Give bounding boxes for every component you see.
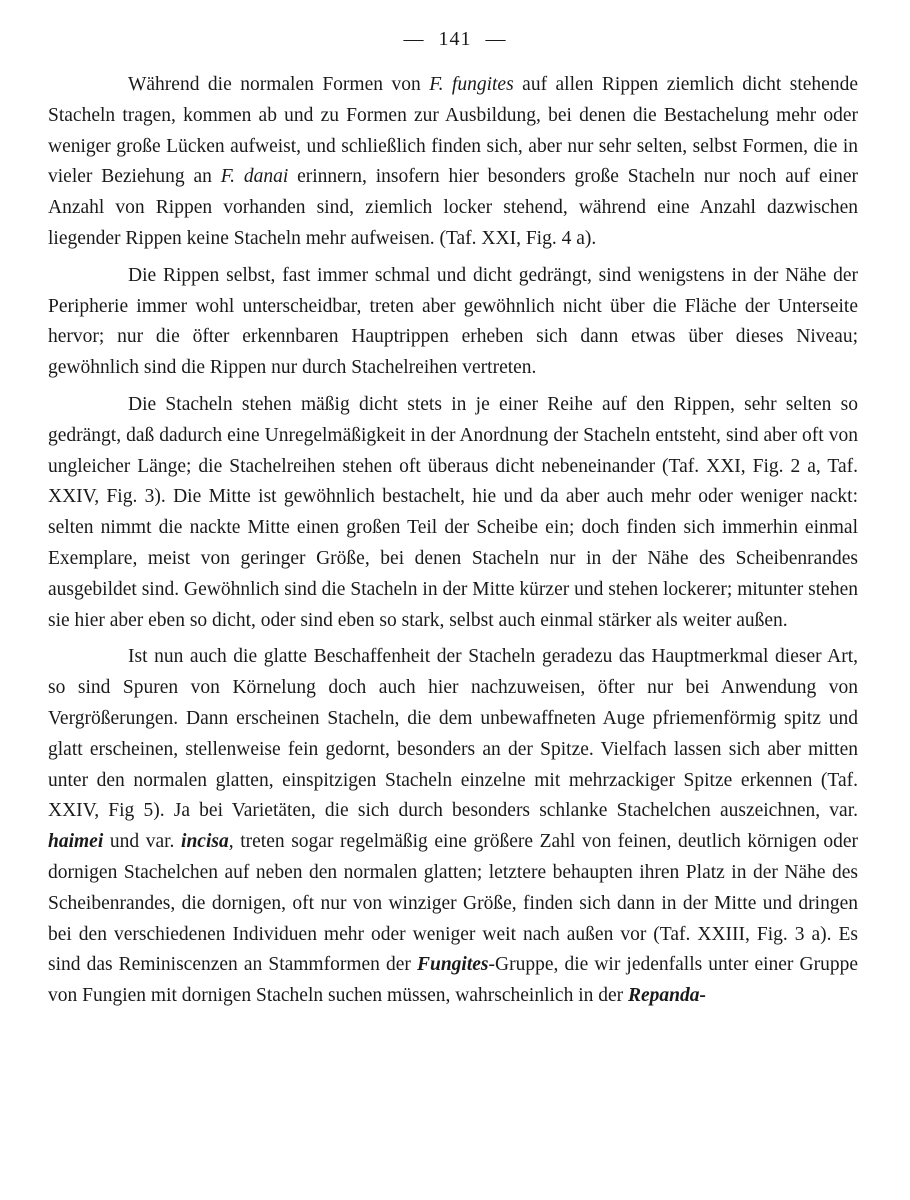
paragraph-text: und var.	[103, 831, 182, 853]
species-name: F. fungites	[429, 74, 514, 95]
paragraph-1	[48, 70, 858, 255]
paragraph-text: erinnern, insofern hier besonders große Stacheln nur noch auf einer Anzahl von Rippen vorhanden sind, ziemlich locker stehend, während eine Anzahl dazwischen liegender Rippen keine Stacheln mehr aufweisen. (Taf. XXI, Fig. 4 a).	[48, 166, 858, 249]
paragraph-3	[48, 390, 858, 636]
body-text	[48, 70, 858, 1028]
paragraph-text: Ist nun auch die glatte Beschaffenheit der Stacheln geradezu das Hauptmerkmal dieser Art, so sind Spuren von Körnelung doch auch hier nachzuweisen, öfter nur bei Anwendung von Vergrößerungen. Dann erscheinen Stacheln, die dem unbewaffneten Auge pfriemenförmig spitz und glatt erscheinen, stellenweise fein gedornt, besonders an der Spitze. Vielfach lassen sich aber mitten unter den normalen glatten, einspitzigen Stacheln einzelne mit mehrzackiger Spitze erkennen (Taf. XXIV, Fig 5). Ja bei Varietäten, die sich durch besonders schlanke Stachelchen auszeichnen, var.	[48, 646, 858, 822]
page-number-value: 141	[438, 28, 472, 50]
paragraph-text: -Gruppe, die wir jedenfalls unter einer Gruppe von Fungien mit dornigen Stacheln suchen müssen, wahrscheinlich in der	[48, 954, 858, 1007]
paragraph-4	[48, 642, 858, 1012]
species-name: F. danai	[220, 166, 289, 188]
paragraph-text: Die Stacheln stehen mäßig dicht stets in je einer Reihe auf den Rippen, sehr selten so gedrängt, daß dadurch eine Unregelmäßigkeit in der Anordnung der Stacheln entsteht, sind aber oft von ungleicher Länge; die Stachelreihen stehen oft überaus dicht nebeneinander (Taf. XXI, Fig. 2 a, Taf. XXIV, Fig. 3). Die Mitte ist gewöhnlich bestachelt, hie und da aber auch mehr oder weniger nackt: selten nimmt die nackte Mitte einen großen Teil der Scheibe ein; doch finden sich immerhin einmal Exemplare, meist von geringer Größe, bei denen Stacheln nur in der Nähe des Scheibenrandes ausgebildet sind. Gewöhnlich sind die Stacheln in der Mitte kürzer und stehen lockerer; mitunter stehen sie hier aber eben so dicht, oder sind eben so stark, selbst auch einmal stärker als weiter außen.	[48, 393, 858, 631]
paragraph-2	[48, 261, 858, 384]
page-number	[0, 28, 910, 51]
variety-name: haimei	[48, 831, 104, 853]
paragraph-text: , treten sogar regelmäßig eine größere Zahl von feinen, deutlich körnigen oder dornigen Stachelchen auf neben den normalen glatten; letztere behaupten ihren Platz in der Nähe des Scheibenrandes, die dornigen, oft nur von winziger Größe, finden sich dann in der Mitte und dringen bei den verschiedenen Individuen mehr oder weniger weit nach außen vor (Taf. XXIII, Fig. 3 a). Es sind das Reminiscenzen an Stammformen der	[48, 831, 858, 976]
group-name: Fungites	[416, 954, 489, 976]
variety-name: incisa	[181, 831, 229, 853]
group-name: Repanda-	[628, 985, 707, 1007]
paragraph-text: Die Rippen selbst, fast immer schmal und dicht gedrängt, sind wenigstens in der Nähe der Peripherie immer wohl unterscheidbar, treten aber gewöhnlich nicht über die Fläche der Unterseite hervor; nur die öfter erkennbaren Hauptrippen erheben sich dann etwas über dieses Niveau; gewöhnlich sind die Rippen nur durch Stachelreihen vertreten.	[48, 264, 858, 379]
page-number-dash-right: —	[485, 28, 507, 50]
paragraph-text: auf allen Rippen ziemlich dicht stehende Stacheln tragen, kommen ab und zu Formen zur Ausbildung, bei denen die Bestachelung mehr oder weniger große Lücken aufweist, und schließlich finden sich, aber nur sehr selten, selbst Formen, die in vieler Beziehung an	[48, 74, 858, 188]
page-number-dash-left: —	[403, 28, 425, 50]
paragraph-text: Während die normalen Formen von	[128, 74, 430, 95]
